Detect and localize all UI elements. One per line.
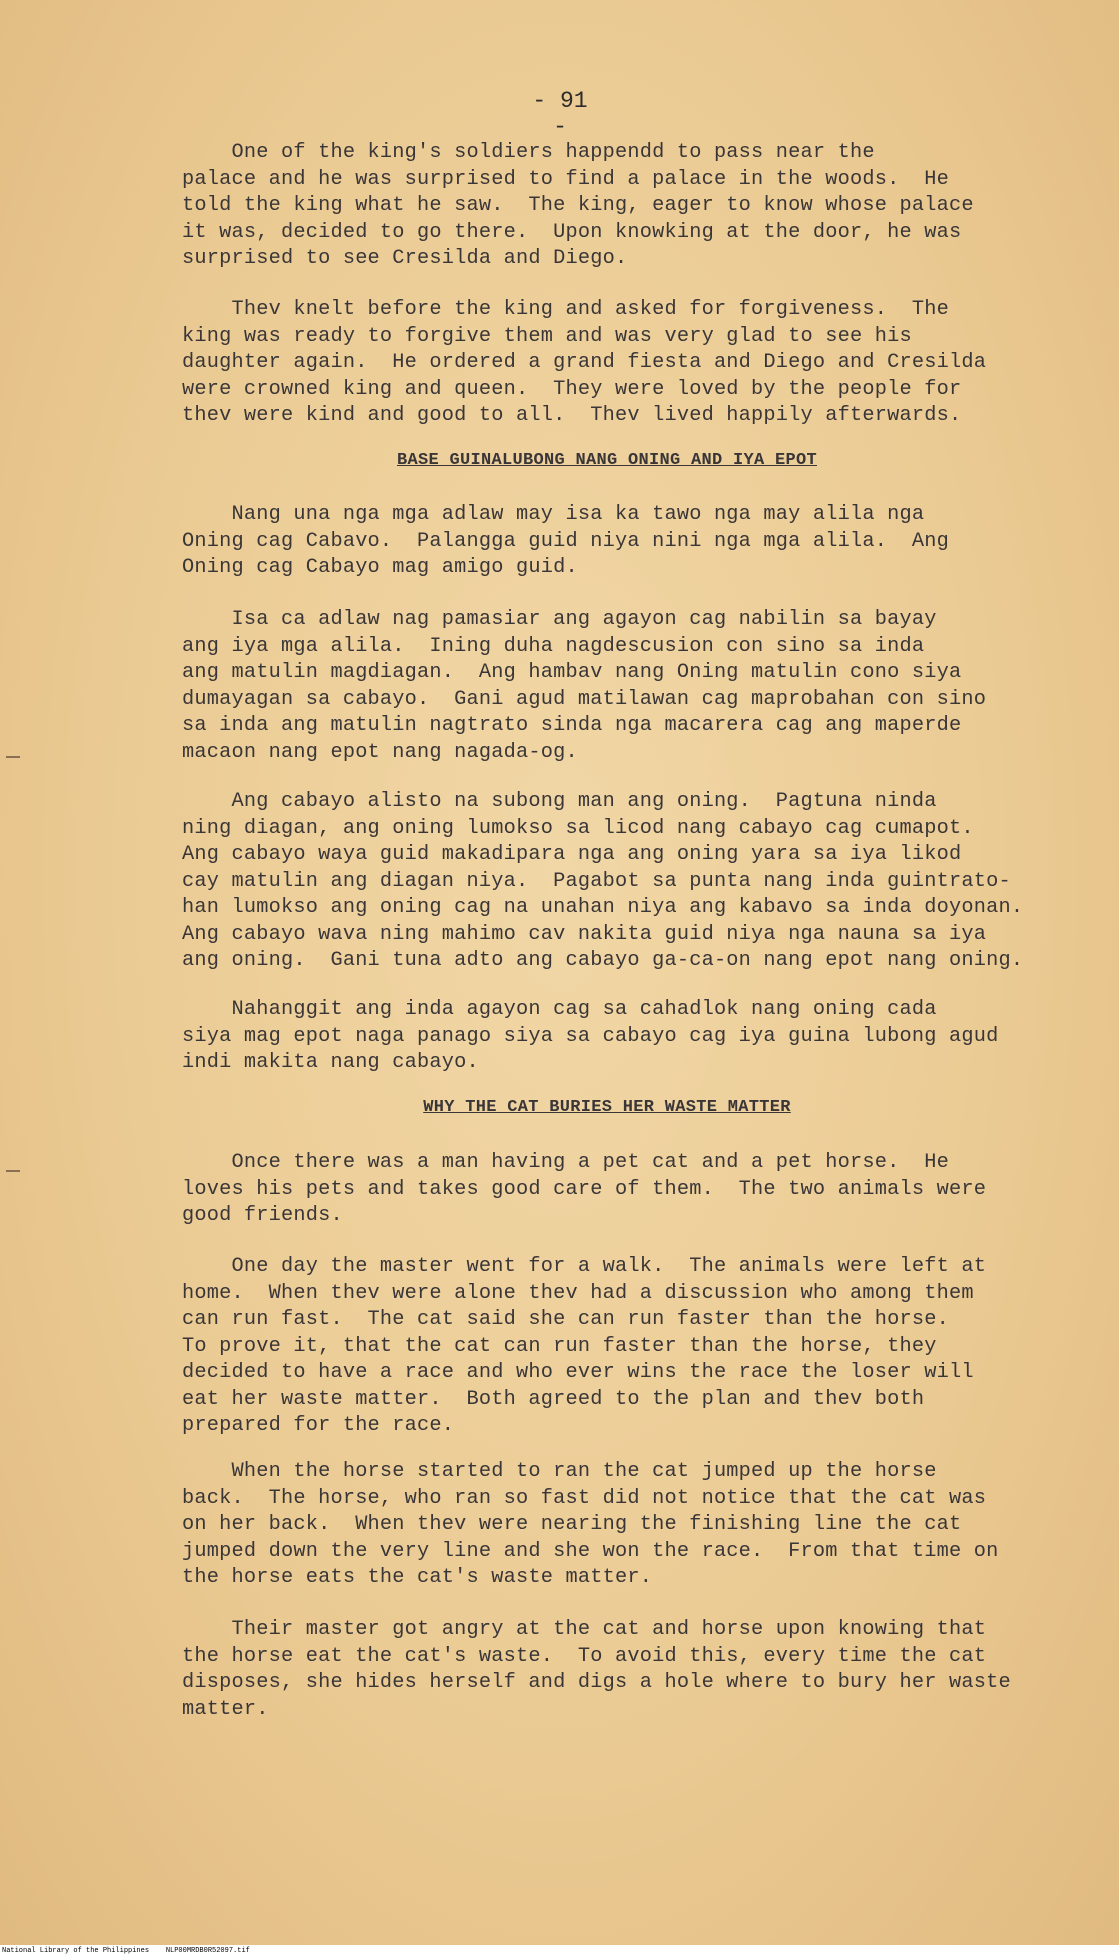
edge-mark [6,756,20,758]
paragraph: Nang una nga mga adlaw may isa ka tawo nga may alila nga Oning cag Cabavo. Palangga guid niya nini nga mga alila. Ang Oning cag Cabayo mag amigo guid. [182,503,949,579]
section-heading: WHY THE CAT BURIES HER WASTE MATTER [423,1098,791,1117]
paragraph: Isa ca adlaw nag pamasiar ang agayon cag nabilin sa bayay ang iya mga alila. Ining duha nagdescusion con sino sa inda ang matulin magdiagan. Ang hambav nang Oning matulin cono siya dumayagan sa cabayo. Gani agud matilawan cag maprobahan con sino sa inda ang matulin nagtrato sinda nga macarera cag ang maperde macaon nang epot nang nagada-og. [182,608,987,764]
paragraph: Thev knelt before the king and asked for forgiveness. The king was ready to forgive them and was very glad to see his daughter again. He ordered a grand fiesta and Diego and Cresilda were crowned king and queen. They were loved by the people for thev were kind and good to all. Thev lived happily afterwards. [182,298,987,427]
edge-mark [6,1170,20,1172]
paragraph: Once there was a man having a pet cat and a pet horse. He loves his pets and takes good care of them. The two animals were good friends. [182,1151,987,1227]
paragraph: Nahanggit ang inda agayon cag sa cahadlok nang oning cada siya mag epot naga panago siya sa cabayo cag iya guina lubong agud indi makita nang cabayo. [182,998,999,1074]
paragraph: One day the master went for a walk. The animals were left at home. When thev were alone thev had a discussion who among them can run fast. The cat said she can run faster than the horse. To prove it, that the cat can run faster than the horse, they decided to have a race and who ever wins the race the loser will eat her waste matter. Both agreed to the plan and thev both prepared for the race. [182,1255,987,1437]
paragraph: Their master got angry at the cat and horse upon knowing that the horse eat the cat's waste. To avoid this, every time the cat disposes, she hides herself and digs a hole where to bury her waste matter. [182,1618,1011,1721]
paragraph: Ang cabayo alisto na subong man ang oning. Pagtuna ninda ning diagan, ang oning lumokso sa licod nang cabayo cag cumapot. Ang cabayo waya guid makadipara nga ang oning yara sa iya likod cay matulin ang diagan niya. Pagabot sa punta nang inda guintrato- han lumokso ang oning cag na unahan niya ang kabavo sa inda doyonan. Ang cabayo wava ning mahimo cav nakita guid niya nga nauna sa iya ang oning. Gani tuna adto ang cabayo ga-ca-on nang epot nang oning. [182,790,1024,972]
paragraph: One of the king's soldiers happendd to pass near the palace and he was surprised to find a palace in the woods. He told the king what he saw. The king, eager to know whose palace it was, decided to go there. Upon knowking at the door, he was surprised to see Cresilda and Diego. [182,141,974,270]
section-heading: BASE GUINALUBONG NANG ONING AND IYA EPOT [396,451,818,470]
paragraph: When the horse started to ran the cat jumped up the horse back. The horse, who ran so fast did not notice that the cat was on her back. When thev were nearing the finishing line the cat jumped down the very line and she won the race. From that time on the horse eats the cat's waste matter. [182,1460,999,1589]
footer-caption: National Library of the Philippines NLP00MRDB0R52097.tif [2,1947,250,1955]
page-number: - 91 - [532,88,588,140]
